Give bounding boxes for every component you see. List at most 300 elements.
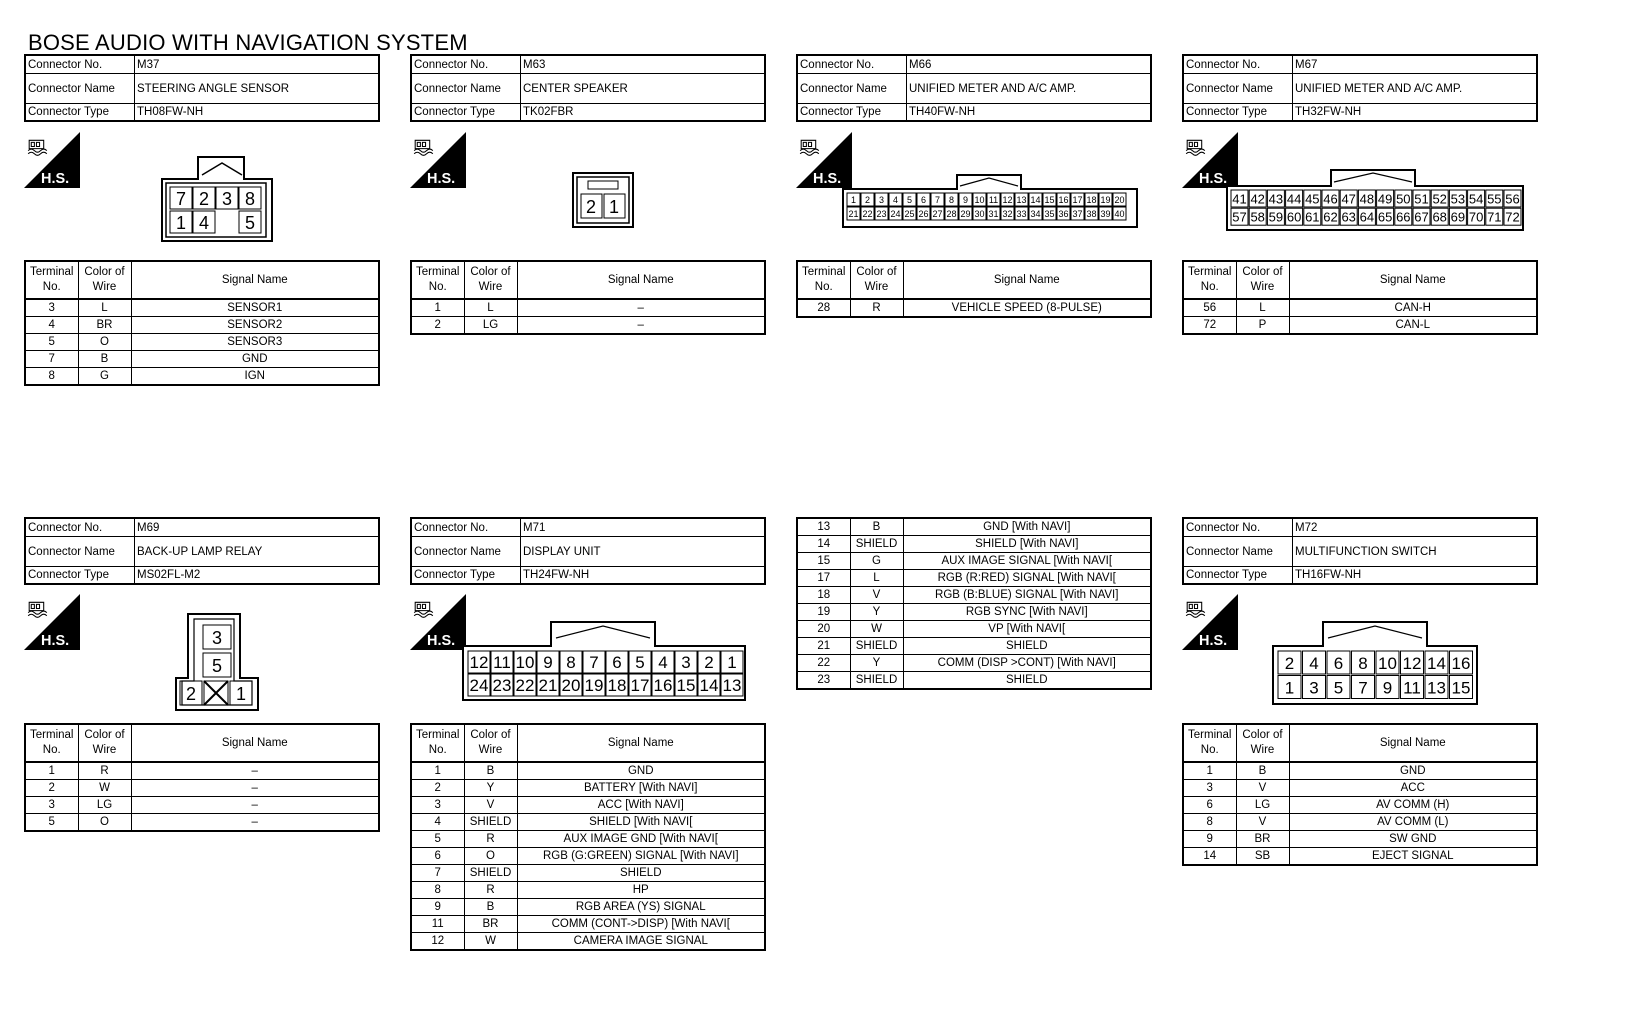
- table-row: [797, 570, 1151, 587]
- table-row: [797, 621, 1151, 638]
- pin: 51: [1414, 191, 1429, 207]
- pin: 2: [198, 189, 210, 209]
- pin: 59: [1268, 209, 1284, 225]
- pin: 16: [1451, 653, 1471, 673]
- color-cell: V: [1236, 780, 1289, 797]
- table-row: [411, 762, 765, 780]
- pin: 10: [515, 653, 535, 673]
- pin: 4: [658, 653, 668, 673]
- signal-cell: SENSOR3: [131, 334, 379, 351]
- signal-cell: RGB (R:RED) SIGNAL [With NAVI[: [903, 570, 1151, 587]
- signal-cell: –: [131, 762, 379, 780]
- pin: 31: [988, 209, 999, 220]
- pin: 3: [878, 195, 885, 206]
- connector-name-label: Connector Name: [1183, 537, 1293, 567]
- color-cell: R: [464, 831, 517, 848]
- connector-m66: [796, 54, 1152, 122]
- connector-no-value: M37: [135, 55, 380, 74]
- connector-no-value: M63: [521, 55, 766, 74]
- terminal-cell: 2: [411, 780, 464, 797]
- signal-cell: IGN: [131, 368, 379, 386]
- signal-cell: GND: [131, 351, 379, 368]
- connector-type-label: Connector Type: [25, 104, 135, 122]
- terminal-cell: 20: [797, 621, 850, 638]
- signal-cell: SHIELD [With NAVI[: [517, 814, 765, 831]
- pin: 71: [1487, 209, 1502, 225]
- terminal-cell: 17: [797, 570, 850, 587]
- harness-side-icon: [24, 594, 80, 650]
- connector-type-value: TH24FW-NH: [521, 567, 766, 585]
- pin: 2: [704, 653, 714, 673]
- color-cell: L: [78, 299, 131, 317]
- color-cell: R: [850, 299, 903, 317]
- table-row: [411, 814, 765, 831]
- pin: 2: [1284, 653, 1295, 673]
- pin: 8: [1358, 653, 1368, 673]
- connector-info: [24, 54, 380, 122]
- color-cell: R: [464, 882, 517, 899]
- pin: 16: [1058, 195, 1069, 206]
- terminal-no-header: Terminal No.: [25, 724, 78, 762]
- connector-no-label: Connector No.: [25, 518, 135, 537]
- terminal-cell: 56: [1183, 299, 1236, 317]
- pin: 47: [1341, 191, 1356, 207]
- table-row: [797, 604, 1151, 621]
- table-row: [797, 518, 1151, 536]
- harness-side-icon: [410, 594, 466, 650]
- terminal-cell: 28: [797, 299, 850, 317]
- table-row: [411, 899, 765, 916]
- pin: 2: [185, 684, 197, 704]
- signal-cell: CAN-L: [1289, 317, 1537, 335]
- color-cell: V: [850, 587, 903, 604]
- pin: 28: [946, 209, 957, 220]
- color-cell: W: [850, 621, 903, 638]
- terminal-cell: 9: [1183, 831, 1236, 848]
- pin: 57: [1232, 209, 1247, 225]
- pin: 36: [1058, 209, 1069, 220]
- pin: 8: [948, 195, 955, 206]
- connector-face-m63: [572, 172, 634, 228]
- connector-type-label: Connector Type: [25, 567, 135, 585]
- connector-name-label: Connector Name: [25, 537, 135, 567]
- table-row: [797, 553, 1151, 570]
- terminal-cell: 14: [1183, 848, 1236, 866]
- pin: 7: [934, 195, 941, 206]
- pin: 19: [584, 676, 604, 696]
- table-row: [797, 655, 1151, 672]
- connector-no-label: Connector No.: [1183, 518, 1293, 537]
- table-row: [797, 672, 1151, 690]
- color-cell: LG: [1236, 797, 1289, 814]
- pin: 56: [1505, 191, 1520, 207]
- pin: 1: [1284, 678, 1295, 698]
- connector-no-label: Connector No.: [1183, 55, 1293, 74]
- signal-cell: –: [131, 797, 379, 814]
- hs-label: H.S.: [427, 632, 456, 649]
- color-cell: G: [850, 553, 903, 570]
- signal-cell: SW GND: [1289, 831, 1537, 848]
- signal-cell: CAN-H: [1289, 299, 1537, 317]
- table-row: [797, 299, 1151, 317]
- connector-name-value: STEERING ANGLE SENSOR: [135, 74, 380, 104]
- connector-name-label: Connector Name: [797, 74, 907, 104]
- table-row: [1183, 317, 1537, 335]
- pin: 2: [585, 197, 597, 217]
- color-cell: SHIELD: [464, 865, 517, 882]
- pin: 7: [1358, 678, 1368, 698]
- terminal-cell: 3: [1183, 780, 1236, 797]
- connector-name-label: Connector Name: [411, 537, 521, 567]
- color-cell: W: [78, 780, 131, 797]
- pin-table-m71: [410, 723, 766, 951]
- signal-cell: SHIELD: [517, 865, 765, 882]
- color-cell: O: [464, 848, 517, 865]
- terminal-cell: 8: [25, 368, 78, 386]
- table-row: [1183, 780, 1537, 797]
- pin: 17: [630, 676, 650, 696]
- pin: 48: [1359, 191, 1375, 207]
- pin: 22: [862, 209, 873, 220]
- pin: 13: [1427, 678, 1446, 698]
- hs-label: H.S.: [813, 170, 842, 187]
- color-cell: Y: [464, 780, 517, 797]
- harness-side-icon: [24, 132, 80, 188]
- pin: 3: [221, 189, 233, 209]
- harness-side-icon: [410, 132, 466, 188]
- connector-name-value: CENTER SPEAKER: [521, 74, 766, 104]
- pin: 37: [1072, 209, 1083, 220]
- terminal-cell: 15: [797, 553, 850, 570]
- pin: 1: [235, 684, 247, 704]
- pin: 1: [850, 195, 857, 206]
- signal-cell: RGB SYNC [With NAVI]: [903, 604, 1151, 621]
- pin: 5: [211, 656, 223, 676]
- pin: 3: [681, 653, 691, 673]
- signal-cell: AV COMM (H): [1289, 797, 1537, 814]
- pin: 22: [515, 676, 535, 696]
- color-cell: SHIELD: [850, 536, 903, 553]
- connector-type-value: MS02FL-M2: [135, 567, 380, 585]
- pin: 5: [1333, 678, 1344, 698]
- connector-no-label: Connector No.: [411, 55, 521, 74]
- color-cell: O: [78, 814, 131, 832]
- pin: 72: [1505, 209, 1520, 225]
- pin: 6: [1333, 653, 1344, 673]
- connector-type-value: TH32FW-NH: [1293, 104, 1538, 122]
- table-row: [411, 797, 765, 814]
- pin: 21: [538, 676, 558, 696]
- signal-cell: –: [131, 780, 379, 797]
- pin: 21: [848, 209, 859, 220]
- signal-cell: CAMERA IMAGE SIGNAL: [517, 933, 765, 951]
- terminal-cell: 1: [1183, 762, 1236, 780]
- pin: 40: [1114, 209, 1125, 220]
- connector-m37: [24, 54, 380, 122]
- color-cell: BR: [78, 317, 131, 334]
- connector-type-label: Connector Type: [1183, 104, 1293, 122]
- terminal-cell: 4: [411, 814, 464, 831]
- pin: 8: [566, 653, 576, 673]
- terminal-cell: 5: [25, 814, 78, 832]
- pin: 54: [1468, 191, 1484, 207]
- pin: 5: [906, 195, 913, 206]
- pin: 11: [493, 653, 511, 673]
- connector-m71: [410, 517, 766, 585]
- pin: 17: [1072, 195, 1083, 206]
- pin-table-m66: [796, 260, 1152, 318]
- pin: 4: [1309, 653, 1319, 673]
- hs-label: H.S.: [41, 170, 70, 187]
- pin: 43: [1268, 191, 1284, 207]
- table-row: [25, 368, 379, 386]
- pin: 50: [1396, 191, 1411, 207]
- table-row: [25, 797, 379, 814]
- color-cell: L: [1236, 299, 1289, 317]
- pin: 12: [1402, 653, 1422, 673]
- color-header: Color of Wire: [464, 261, 517, 299]
- color-cell: P: [1236, 317, 1289, 335]
- terminal-cell: 4: [25, 317, 78, 334]
- pin: 16: [653, 676, 673, 696]
- table-row: [411, 299, 765, 317]
- pin: 12: [469, 653, 489, 673]
- signal-cell: BATTERY [With NAVI]: [517, 780, 765, 797]
- signal-header: Signal Name: [1289, 261, 1537, 299]
- table-row: [25, 334, 379, 351]
- pin: 65: [1377, 209, 1393, 225]
- pin: 12: [1002, 195, 1013, 206]
- pin: 24: [469, 676, 489, 696]
- table-row: [1183, 814, 1537, 831]
- table-row: [411, 317, 765, 335]
- pin: 14: [1030, 195, 1041, 206]
- signal-cell: RGB AREA (YS) SIGNAL: [517, 899, 765, 916]
- table-row: [1183, 797, 1537, 814]
- signal-cell: RGB (G:GREEN) SIGNAL [With NAVI]: [517, 848, 765, 865]
- terminal-cell: 18: [797, 587, 850, 604]
- color-cell: Y: [850, 655, 903, 672]
- pin: 68: [1432, 209, 1447, 225]
- hs-label: H.S.: [1199, 170, 1228, 187]
- pin: 9: [962, 195, 969, 206]
- connector-face-m72: [1272, 620, 1478, 706]
- pin: 34: [1030, 209, 1041, 220]
- connector-name-label: Connector Name: [1183, 74, 1293, 104]
- pin: 4: [892, 195, 899, 206]
- pin: 60: [1286, 209, 1302, 225]
- hs-label: H.S.: [1199, 632, 1228, 649]
- pin: 53: [1450, 191, 1466, 207]
- signal-header: Signal Name: [517, 724, 765, 762]
- pin: 41: [1232, 191, 1247, 207]
- connector-m69: [24, 517, 380, 585]
- pin: 5: [635, 653, 645, 673]
- pin: 61: [1305, 209, 1320, 225]
- pin: 14: [699, 676, 719, 696]
- color-cell: B: [464, 899, 517, 916]
- color-cell: V: [464, 797, 517, 814]
- pin-table-m69: [24, 723, 380, 832]
- color-header: Color of Wire: [1236, 261, 1289, 299]
- signal-cell: SENSOR2: [131, 317, 379, 334]
- connector-no-value: M72: [1293, 518, 1538, 537]
- pin: 15: [676, 676, 696, 696]
- color-cell: Y: [850, 604, 903, 621]
- connector-name-value: BACK-UP LAMP RELAY: [135, 537, 380, 567]
- connector-no-value: M66: [907, 55, 1152, 74]
- signal-cell: AUX IMAGE SIGNAL [With NAVI[: [903, 553, 1151, 570]
- terminal-cell: 6: [411, 848, 464, 865]
- connector-name-label: Connector Name: [25, 74, 135, 104]
- pin-table-m72: [1182, 723, 1538, 866]
- connector-name-value: DISPLAY UNIT: [521, 537, 766, 567]
- pin: 46: [1323, 191, 1338, 207]
- pin: 64: [1359, 209, 1375, 225]
- table-row: [411, 882, 765, 899]
- signal-cell: –: [517, 317, 765, 335]
- pin: 33: [1016, 209, 1027, 220]
- signal-cell: RGB (B:BLUE) SIGNAL [With NAVI]: [903, 587, 1151, 604]
- terminal-cell: 1: [25, 762, 78, 780]
- terminal-cell: 13: [797, 518, 850, 536]
- pin: 13: [1016, 195, 1027, 206]
- connector-face-m66: [842, 174, 1138, 228]
- pin: 6: [612, 653, 622, 673]
- terminal-no-header: Terminal No.: [797, 261, 850, 299]
- color-cell: V: [1236, 814, 1289, 831]
- table-row: [797, 587, 1151, 604]
- color-header: Color of Wire: [78, 724, 131, 762]
- pin: 3: [1309, 678, 1319, 698]
- pin: 26: [918, 209, 929, 220]
- signal-cell: VEHICLE SPEED (8-PULSE): [903, 299, 1151, 317]
- signal-cell: COMM (DISP >CONT) [With NAVI]: [903, 655, 1151, 672]
- pin: 44: [1286, 191, 1302, 207]
- pin: 20: [1114, 195, 1125, 206]
- table-row: [797, 536, 1151, 553]
- table-row: [411, 916, 765, 933]
- connector-type-label: Connector Type: [411, 567, 521, 585]
- pin-table-m71-continued: [796, 517, 1152, 690]
- terminal-cell: 1: [411, 299, 464, 317]
- pin: 23: [492, 676, 512, 696]
- table-row: [1183, 848, 1537, 866]
- color-cell: L: [464, 299, 517, 317]
- table-row: [25, 780, 379, 797]
- color-cell: SHIELD: [850, 638, 903, 655]
- pin: 55: [1487, 191, 1502, 207]
- table-row: [1183, 299, 1537, 317]
- pin: 7: [175, 189, 187, 209]
- pin: 63: [1341, 209, 1356, 225]
- pin: 1: [175, 213, 187, 233]
- signal-cell: EJECT SIGNAL: [1289, 848, 1537, 866]
- terminal-cell: 5: [411, 831, 464, 848]
- table-row: [25, 299, 379, 317]
- color-cell: LG: [78, 797, 131, 814]
- color-cell: B: [78, 351, 131, 368]
- harness-side-icon: [1182, 594, 1238, 650]
- terminal-cell: 8: [1183, 814, 1236, 831]
- terminal-no-header: Terminal No.: [1183, 724, 1236, 762]
- signal-cell: SHIELD: [903, 638, 1151, 655]
- pin: 14: [1427, 653, 1446, 673]
- terminal-cell: 3: [25, 299, 78, 317]
- connector-type-value: TK02FBR: [521, 104, 766, 122]
- signal-cell: VP [With NAVI[: [903, 621, 1151, 638]
- pin: 69: [1450, 209, 1466, 225]
- table-row: [25, 762, 379, 780]
- pin: 49: [1377, 191, 1393, 207]
- signal-cell: GND [With NAVI]: [903, 518, 1151, 536]
- color-cell: G: [78, 368, 131, 386]
- pin: 2: [864, 195, 871, 206]
- signal-cell: –: [517, 299, 765, 317]
- color-cell: B: [850, 518, 903, 536]
- terminal-cell: 7: [25, 351, 78, 368]
- pin: 9: [543, 653, 553, 673]
- table-row: [411, 848, 765, 865]
- color-header: Color of Wire: [1236, 724, 1289, 762]
- connector-m63: [410, 54, 766, 122]
- pin: 18: [607, 676, 627, 696]
- pin: 27: [932, 209, 943, 220]
- pin: 13: [722, 676, 742, 696]
- table-row: [25, 351, 379, 368]
- pin: 10: [1378, 653, 1397, 673]
- signal-cell: –: [131, 814, 379, 832]
- color-header: Color of Wire: [78, 261, 131, 299]
- pin: 58: [1250, 209, 1265, 225]
- pin: 5: [244, 213, 256, 233]
- signal-header: Signal Name: [903, 261, 1151, 299]
- pin: 24: [890, 209, 901, 220]
- pin: 45: [1305, 191, 1320, 207]
- signal-header: Signal Name: [131, 724, 379, 762]
- pin: 15: [1451, 678, 1471, 698]
- table-row: [1183, 831, 1537, 848]
- signal-header: Signal Name: [131, 261, 379, 299]
- color-header: Color of Wire: [850, 261, 903, 299]
- connector-no-value: M71: [521, 518, 766, 537]
- hs-label: H.S.: [427, 170, 456, 187]
- table-row: [411, 933, 765, 951]
- pin: 18: [1086, 195, 1097, 206]
- table-row: [411, 865, 765, 882]
- connector-type-value: TH16FW-NH: [1293, 567, 1538, 585]
- table-row: [411, 831, 765, 848]
- pin: 19: [1100, 195, 1111, 206]
- pin: 15: [1044, 195, 1055, 206]
- pin: 62: [1323, 209, 1338, 225]
- color-cell: L: [850, 570, 903, 587]
- signal-cell: ACC: [1289, 780, 1537, 797]
- color-cell: LG: [464, 317, 517, 335]
- signal-cell: GND: [1289, 762, 1537, 780]
- pin: 23: [876, 209, 887, 220]
- connector-type-label: Connector Type: [411, 104, 521, 122]
- signal-cell: COMM (CONT->DISP) [With NAVI[: [517, 916, 765, 933]
- color-cell: SHIELD: [464, 814, 517, 831]
- pin: 42: [1250, 191, 1265, 207]
- pin: 39: [1100, 209, 1111, 220]
- pin: 11: [988, 195, 999, 206]
- terminal-cell: 21: [797, 638, 850, 655]
- terminal-cell: 2: [25, 780, 78, 797]
- color-cell: W: [464, 933, 517, 951]
- terminal-cell: 1: [411, 762, 464, 780]
